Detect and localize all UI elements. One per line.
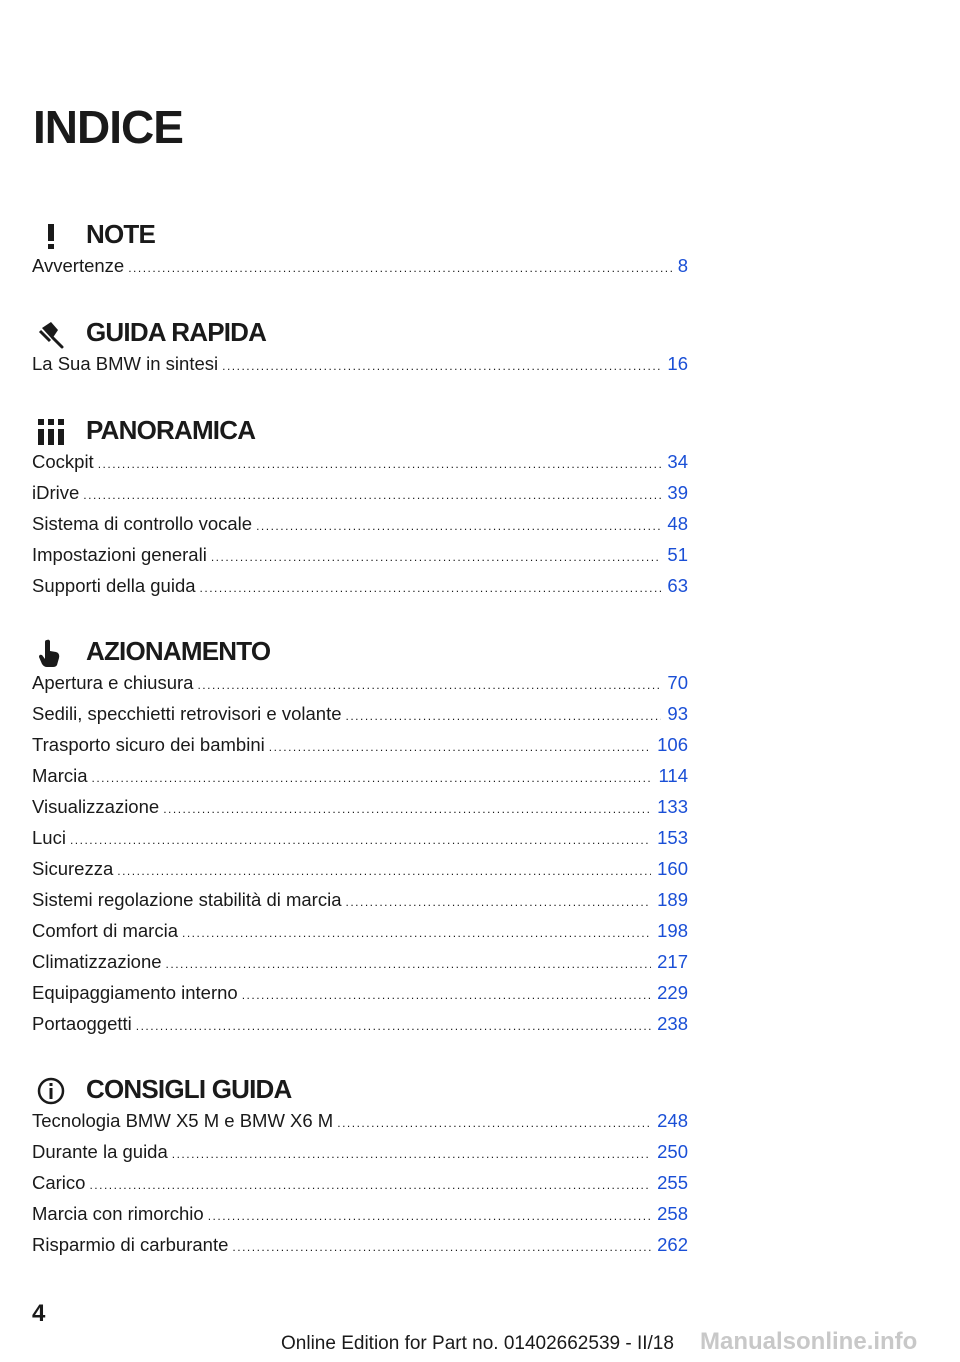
toc-entry-label: Impostazioni generali <box>32 544 207 565</box>
section-header <box>32 313 688 353</box>
toc-page-link[interactable]: 198 <box>657 920 688 941</box>
toc-page-link[interactable]: 258 <box>657 1203 688 1224</box>
section-panoramica <box>32 411 688 606</box>
section-header <box>32 632 688 672</box>
toc-entry-label: Apertura e chiusura <box>32 672 194 693</box>
toc-entry-label: Portaoggetti <box>32 1013 132 1034</box>
leader-dots <box>163 802 651 816</box>
info-circle-icon <box>36 1076 66 1106</box>
toc-entry-equipaggiamento[interactable] <box>32 982 688 1013</box>
leader-dots <box>197 678 661 692</box>
pin-icon <box>36 319 66 349</box>
footer-edition-text: Online Edition for Part no. 01402662539 - II/18 <box>281 1333 674 1354</box>
toc-entry-label: Marcia <box>32 765 88 786</box>
toc-entry-label: Comfort di marcia <box>32 920 178 941</box>
toc-entry-avvertenze[interactable] <box>32 255 688 286</box>
toc-entry-carico[interactable] <box>32 1172 688 1203</box>
toc-entry-label: Sicurezza <box>32 858 114 879</box>
toc-entry-supporti[interactable] <box>32 575 688 606</box>
toc-entry-la-sua-bmw[interactable] <box>32 353 688 384</box>
toc-page-link[interactable]: 8 <box>677 255 688 276</box>
watermark: Manualsonline.info <box>700 1328 918 1355</box>
leader-dots <box>89 1178 651 1192</box>
toc-page-link[interactable]: 153 <box>657 827 688 848</box>
toc-entry-label: Marcia con rimorchio <box>32 1203 204 1224</box>
toc-entry-sicurezza[interactable] <box>32 858 688 889</box>
toc-page-link[interactable]: 114 <box>658 765 688 786</box>
leader-dots <box>98 457 662 471</box>
section-title: GUIDA RAPIDA <box>86 317 267 347</box>
toc-entry-label: La Sua BMW in sintesi <box>32 353 219 374</box>
toc-page-link[interactable]: 238 <box>657 1013 688 1034</box>
leader-dots <box>136 1019 651 1033</box>
toc-entry-cockpit[interactable] <box>32 451 688 482</box>
toc-page-link[interactable]: 250 <box>657 1141 688 1162</box>
toc-entry-portaoggetti[interactable] <box>32 1013 688 1044</box>
toc-entry-rimorchio[interactable] <box>32 1203 688 1234</box>
toc-entry-trasporto-bambini[interactable] <box>32 734 688 765</box>
section-title: CONSIGLI GUIDA <box>86 1074 292 1104</box>
section-guida-rapida <box>32 313 688 384</box>
toc-entry-label: Cockpit <box>32 451 94 472</box>
toc-entry-stabilita[interactable] <box>32 889 688 920</box>
toc-page-link[interactable]: 106 <box>657 734 688 755</box>
toc-entry-risparmio[interactable] <box>32 1234 688 1265</box>
section-header <box>32 215 688 255</box>
toc-entry-sedili[interactable] <box>32 703 688 734</box>
toc-entry-label: Sistemi regolazione stabilità di marcia <box>32 889 342 910</box>
leader-dots <box>172 1147 651 1161</box>
leader-dots <box>92 771 653 785</box>
section-consigli-guida <box>32 1070 688 1265</box>
toc-entry-luci[interactable] <box>32 827 688 858</box>
leader-dots <box>166 957 652 971</box>
toc-entry-climatizzazione[interactable] <box>32 951 688 982</box>
leader-dots <box>211 550 662 564</box>
toc-page-link[interactable]: 255 <box>657 1172 688 1193</box>
leader-dots <box>200 581 662 595</box>
toc-entry-label: Equipaggiamento interno <box>32 982 238 1003</box>
toc-entry-label: Avvertenze <box>32 255 125 276</box>
toc-entry-label: Risparmio di carburante <box>32 1234 229 1255</box>
toc-page-link[interactable]: 34 <box>667 451 688 472</box>
toc-entry-label: iDrive <box>32 482 80 503</box>
toc-entry-label: Trasporto sicuro dei bambini <box>32 734 265 755</box>
toc-entry-idrive[interactable] <box>32 482 688 513</box>
leader-dots <box>337 1116 651 1130</box>
toc-entry-label: Supporti della guida <box>32 575 196 596</box>
toc-entry-apertura[interactable] <box>32 672 688 703</box>
toc-page-link[interactable]: 262 <box>657 1234 688 1255</box>
leader-dots <box>182 926 651 940</box>
toc-page-link[interactable]: 39 <box>667 482 688 503</box>
toc-page-link[interactable]: 51 <box>667 544 688 565</box>
toc-entry-label: Durante la guida <box>32 1141 168 1162</box>
toc-page-link[interactable]: 70 <box>667 672 688 693</box>
page-title: INDICE <box>33 101 183 153</box>
leader-dots <box>346 895 652 909</box>
toc-page-link[interactable]: 189 <box>657 889 688 910</box>
leader-dots <box>83 488 661 502</box>
toc-page-link[interactable]: 217 <box>657 951 688 972</box>
page-number: 4 <box>32 1300 46 1327</box>
toc-entry-label: Carico <box>32 1172 86 1193</box>
exclamation-icon <box>36 221 66 251</box>
leader-dots <box>222 359 661 373</box>
toc-entry-label: Climatizzazione <box>32 951 162 972</box>
leader-dots <box>256 519 661 533</box>
toc-entry-label: Sistema di controllo vocale <box>32 513 253 534</box>
toc-page-link[interactable]: 63 <box>667 575 688 596</box>
toc-page-link[interactable]: 229 <box>657 982 688 1003</box>
hand-pointer-icon <box>36 638 66 668</box>
leader-dots <box>117 864 651 878</box>
toc-page-link[interactable]: 248 <box>657 1110 688 1131</box>
section-title: NOTE <box>86 219 156 249</box>
toc-entry-label: Tecnologia BMW X5 M e BMW X6 M <box>32 1110 334 1131</box>
leader-dots <box>128 261 671 275</box>
section-title: PANORAMICA <box>86 415 256 445</box>
toc-entry-impostazioni[interactable] <box>32 544 688 575</box>
toc-page-link[interactable]: 16 <box>667 353 688 374</box>
toc-entry-durante-guida[interactable] <box>32 1141 688 1172</box>
grid-icon <box>36 417 66 447</box>
leader-dots <box>70 833 651 847</box>
section-header <box>32 411 688 451</box>
section-header <box>32 1070 688 1110</box>
section-note <box>32 215 688 286</box>
leader-dots <box>208 1209 651 1223</box>
toc-entry-visualizzazione[interactable] <box>32 796 688 827</box>
leader-dots <box>242 988 651 1002</box>
toc-page-link[interactable]: 160 <box>657 858 688 879</box>
section-title: AZIONAMENTO <box>86 636 271 666</box>
toc-page-link[interactable]: 133 <box>657 796 688 817</box>
toc-entry-controllo-vocale[interactable] <box>32 513 688 544</box>
toc-page-link[interactable]: 93 <box>667 703 688 724</box>
toc-entry-label: Sedili, specchietti retrovisori e volante <box>32 703 342 724</box>
toc-entry-label: Visualizzazione <box>32 796 160 817</box>
toc-entry-comfort[interactable] <box>32 920 688 951</box>
section-azionamento <box>32 632 688 1044</box>
toc-page-link[interactable]: 48 <box>667 513 688 534</box>
toc-entry-tecnologia[interactable] <box>32 1110 688 1141</box>
toc-entry-marcia[interactable] <box>32 765 688 796</box>
toc-entry-label: Luci <box>32 827 66 848</box>
leader-dots <box>269 740 651 754</box>
leader-dots <box>346 709 662 723</box>
leader-dots <box>232 1240 651 1254</box>
